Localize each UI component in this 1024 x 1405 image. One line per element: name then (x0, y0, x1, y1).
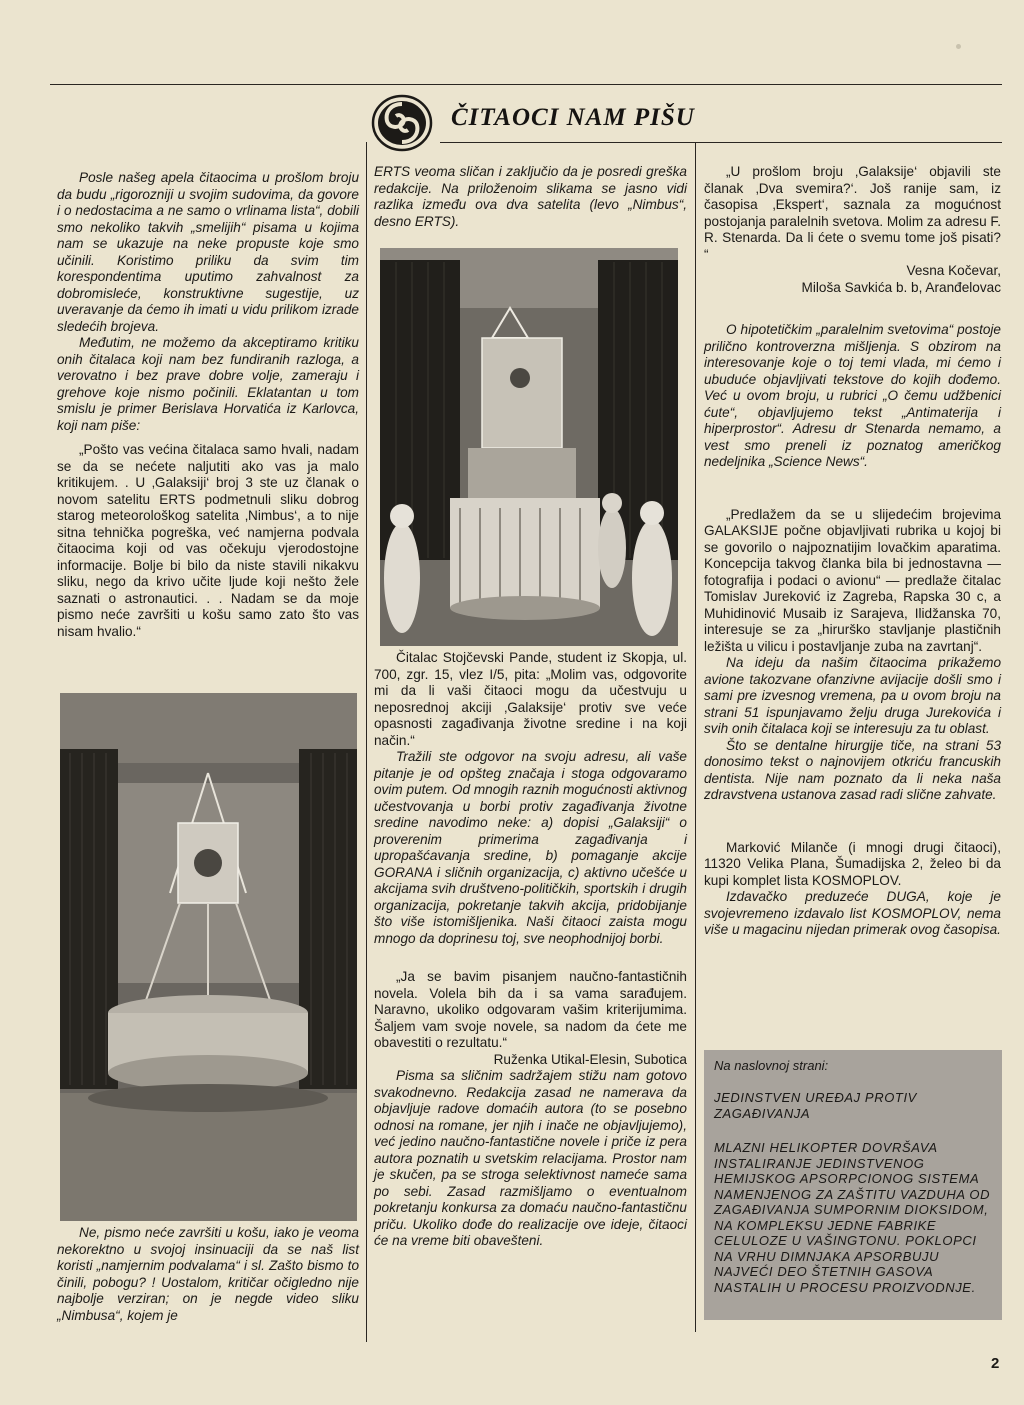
column-divider-left (366, 142, 367, 1342)
erts-satellite-illustration (380, 248, 678, 646)
cover-caption-heading: Na naslovnoj strani: (714, 1058, 829, 1073)
top-rule (50, 84, 1002, 85)
nimbus-satellite-illustration (60, 693, 357, 1221)
section-title: ČITAOCI NAM PIŠU (451, 104, 695, 131)
paper-speck (956, 44, 961, 49)
erts-satellite-photo (380, 248, 678, 646)
reader-letter-kosmoplov: Marković Milanče (i mnogi drugi čitaoci), 11320 Velika Plana, Šumadijska 2, želeo bi da kupi komplet lista KOSMOPLOV. (704, 839, 1001, 888)
reader-letter-skopje: Čitalac Stojčevski Pande, student iz Skopja, ul. 700, zgr. 15, vlez I/5, pita: „Molim vas, odgovorite mi da li vaši čitaoci mogu da učestvuju u neposrednoj akciji ‚Galaksije‘ protiv sve veće opasnosti zagađivanja životne sredine i na koji način.“ (374, 650, 687, 748)
page-number: 2 (991, 1355, 1000, 1372)
editorial-reply-pollution: Tražili ste odgovor na svoju adresu, ali vaše pitanje je od opšteg značaja i stoga odgovaramo ovim putem. Od mnogih raznih mogućnosti aktivnog učestvovanja u borbi protiv zagađivanja životne sredine navodimo neke: a) dopisi „Galaksiji“ o proverenim primerima zagađivanja i upropašćavanja sredine, b) pomaganje akcije GORANA i sličnih organizacija, c) aktivno učešće u akcijama svih društveno-političkih, sportskih i drugih organizacija, pokretanje takvih akcija, pridobijanje što više istomišljenika. Naši čitaoci zaista mogu mnogo da doprinesu toj, sve neophodnijoj borbi. (374, 749, 687, 946)
editorial-reply-dental: Što se dentalne hirurgije tiče, na strani 53 donosimo tekst o najnovijem otkriću francuskih dentista. Nije nam poznato da li neka naša zdravstvena ustanova zasad radi slične zahvate. (704, 737, 1001, 802)
nimbus-satellite-photo (60, 693, 357, 1221)
editorial-reply-novels: Pisma sa sličnim sadržajem stižu nam gotovo svakodnevno. Redakcija zasad ne namerava da objavljuje radove domaćih autora (to se posebno odnosi na romane, jer njih i inače ne objavljujemo), već jedino naučno-fantastične novele i priče iz pera autora poznatih u svetskim relacijama. Prostor nam je skučen, pa se stroga selektivnost nameće sama po sebi. Zasad razmišljamo o eventualnom pokretanju konkursa za domaću naučno-fantastičnu priču. Ukoliko dođe do realizacije ove ideje, čitaoci će na vreme biti obavešteni. (374, 1068, 687, 1248)
editorial-reply-kosmoplov: Izdavačko preduzeće DUGA, koje je svojevremeno izdavalo list KOSMOPLOV, nema više u magacinu nijedan primerak ovog časopisa. (704, 889, 1001, 937)
column-right (704, 164, 1001, 939)
column-middle (374, 164, 687, 230)
header-rule (440, 142, 1002, 143)
reader-letter-novels: „Ja se bavim pisanjem naučno-fantastičnih novela. Volela bih da i sa vama sarađujem. Naravno, ukoliko odgovaram vašim kriterijumima. Šaljem vam svoje novele, sa nadom da ćete me obavestiti o rezultatu.“ (374, 969, 687, 1050)
reader-letter: „Pošto vas većina čitalaca samo hvali, nadam se da se nećete naljutiti ako vas ja malo kritikujem. . U ‚Galaksiji‘ broj 3 ste uz članak o novom satelitu ERTS podmetnuli sliku dobrog starog meteorološkog satelita ‚Nimbus‘, a to nije sitna tehnička pogreška, već namjerna podvala čitaocima koji od vas očekuju vjerodostojne informacije. Bolje bi bilo da niste stavili nikakvu sliku, nego da krivo učite ljude koji nešto žele saznati o astronautici. . . Nadam se da moje pismo neće završiti u košu samo zato što vas nisam hvalio.“ (57, 442, 359, 639)
column-left-bottom (57, 1225, 359, 1324)
signature-subotica: Ruženka Utikal-Elesin, Subotica (493, 1051, 687, 1067)
intro-paragraph: Posle našeg apela čitaocima u prošlom broju da budu „rigorozniji u svojim sudovima, da govore i o nedostacima a ne samo o vrlinama lista“, dobili smo nekoliko takvih „smelijih“ pisama u kojima nam se ukazuje na neke propuste koje smo učinili. Koristimo priliku da svim tim korespondentima uputimo zahvalnost za dobromisleće, konstruktivne sugestije, uz uveravanje da ćemo ih imati u vidu prilikom izrade sledećih brojeva. (57, 170, 359, 334)
reader-letter-parallel-worlds: „U prošlom broju ‚Galaksije‘ objavili ste članak ‚Dva svemira?‘. Još ranije sam, iz časopisa ‚Ekspert‘, saznala za mogućnost postojanja paralelnih svetova. Molim za adresu F. R. Stenarda. Da li ćete o svemu tome još pisati? “ (704, 164, 1001, 262)
signature-name: Vesna Kočevar, (906, 263, 1001, 278)
cover-caption-item-1: JEDINSTVEN UREĐAJ PROTIV ZAGAĐIVANJA (714, 1090, 917, 1121)
editorial-paragraph: Međutim, ne možemo da akceptiramo kritiku onih čitalaca koji nam bez fundiranih razloga, a verovatno i bez prave dobre volje, zameraju i grehove koje nismo počinili. Eklatantan u tom smislu je primer Berislava Horvatića iz Karlovca, koji nam piše: (57, 335, 359, 433)
editorial-reply-aircraft: Na ideju da našim čitaocima prikažemo avione takozvane ofanzivne avijacije došli smo i sami pre izvesnog vremena, pa u ovom broju na strani 51 ispunjavamo želju druga Jurekovića i svih onih čitalaca koji se interesuju za tu oblast. (704, 655, 1001, 736)
editorial-reply: Ne, pismo neće završiti u košu, iako je veoma nekorektno u svojoj insinuaciji da se naš list koristi „namjernim podvalama“ i sl. Zašto bismo to činili, pobogu? ! Uostalom, kritičar očigledno nije najbolje verziran; on je negde video sliku „Nimbusa“, kojem je (57, 1225, 359, 1323)
cover-caption-box (704, 1050, 1002, 1320)
galaksija-logo-icon (371, 94, 433, 152)
column-middle-body (374, 650, 687, 1250)
column-divider-right (695, 142, 696, 1332)
editorial-reply-parallel-worlds: O hipotetičkim „paralelnim svetovima“ postoje prilično kontroverzna mišljenja. S obzirom na interesovanje koje o toj temi vlada, mi ćemo i ubuduće objavljivati tekstove do kojih dođemo. Već u ovom broju, u rubrici „O čemu udžbenici ćute“, objavljujemo tekst „Antimaterija i hiperprostor“. Adresu dr Stenarda nemamo, a vest smo preneli iz poznatog američkog nedeljnika „Science News“. (704, 322, 1001, 469)
photo-explanation: ERTS veoma sličan i zaključio da je posredi greška redakcije. Na priloženoim slikama se jasno vidi razlika između ova dva satelita (levo „Nimbus“, desno ERTS). (374, 164, 687, 229)
signature-address: Miloša Savkića b. b, Aranđelovac (801, 279, 1001, 295)
column-left (57, 170, 359, 640)
cover-caption-item-2: MLAZNI HELIKOPTER DOVRŠAVA INSTALIRANJE JEDINSTVENOG HEMIJSKOG APSORPCIONOG SISTEMA NAMENJENOG ZA ZAŠTITU VAZDUHA OD ZAGAĐIVANJA SUMPORNIM DIOKSIDOM, NA KOMPLEKSU JEDNE FABRIKE CELULOZE U VAŠINGTONU. POKLOPCI NA VRHU DIMNJAKA APSORBUJU NAJVEĆI DEO ŠTETNIH GASOVA NASTALIH U PROCESU PROIZVODNJE. (714, 1140, 991, 1295)
reader-letter-aircraft: „Predlažem da se u slijedećim brojevima GALAKSIJE počne objavljivati rubrika u kojoj bi se govorilo o najpoznatijim lovačkim aparatima. Koncepcija takvog članka bila bi jednostavna — fotografija i podaci o avionu“ — predlaže čitalac Tomislav Jureković iz Zagreba, Rapska 30 c, a Muhidinović Musaib iz Sarajeva, Ilidžanska 70, interesuje se za „hirurško stavljanje plastičnih ležišta u vilicu i postavljanje zuba na zavrtanj“. (704, 506, 1001, 654)
